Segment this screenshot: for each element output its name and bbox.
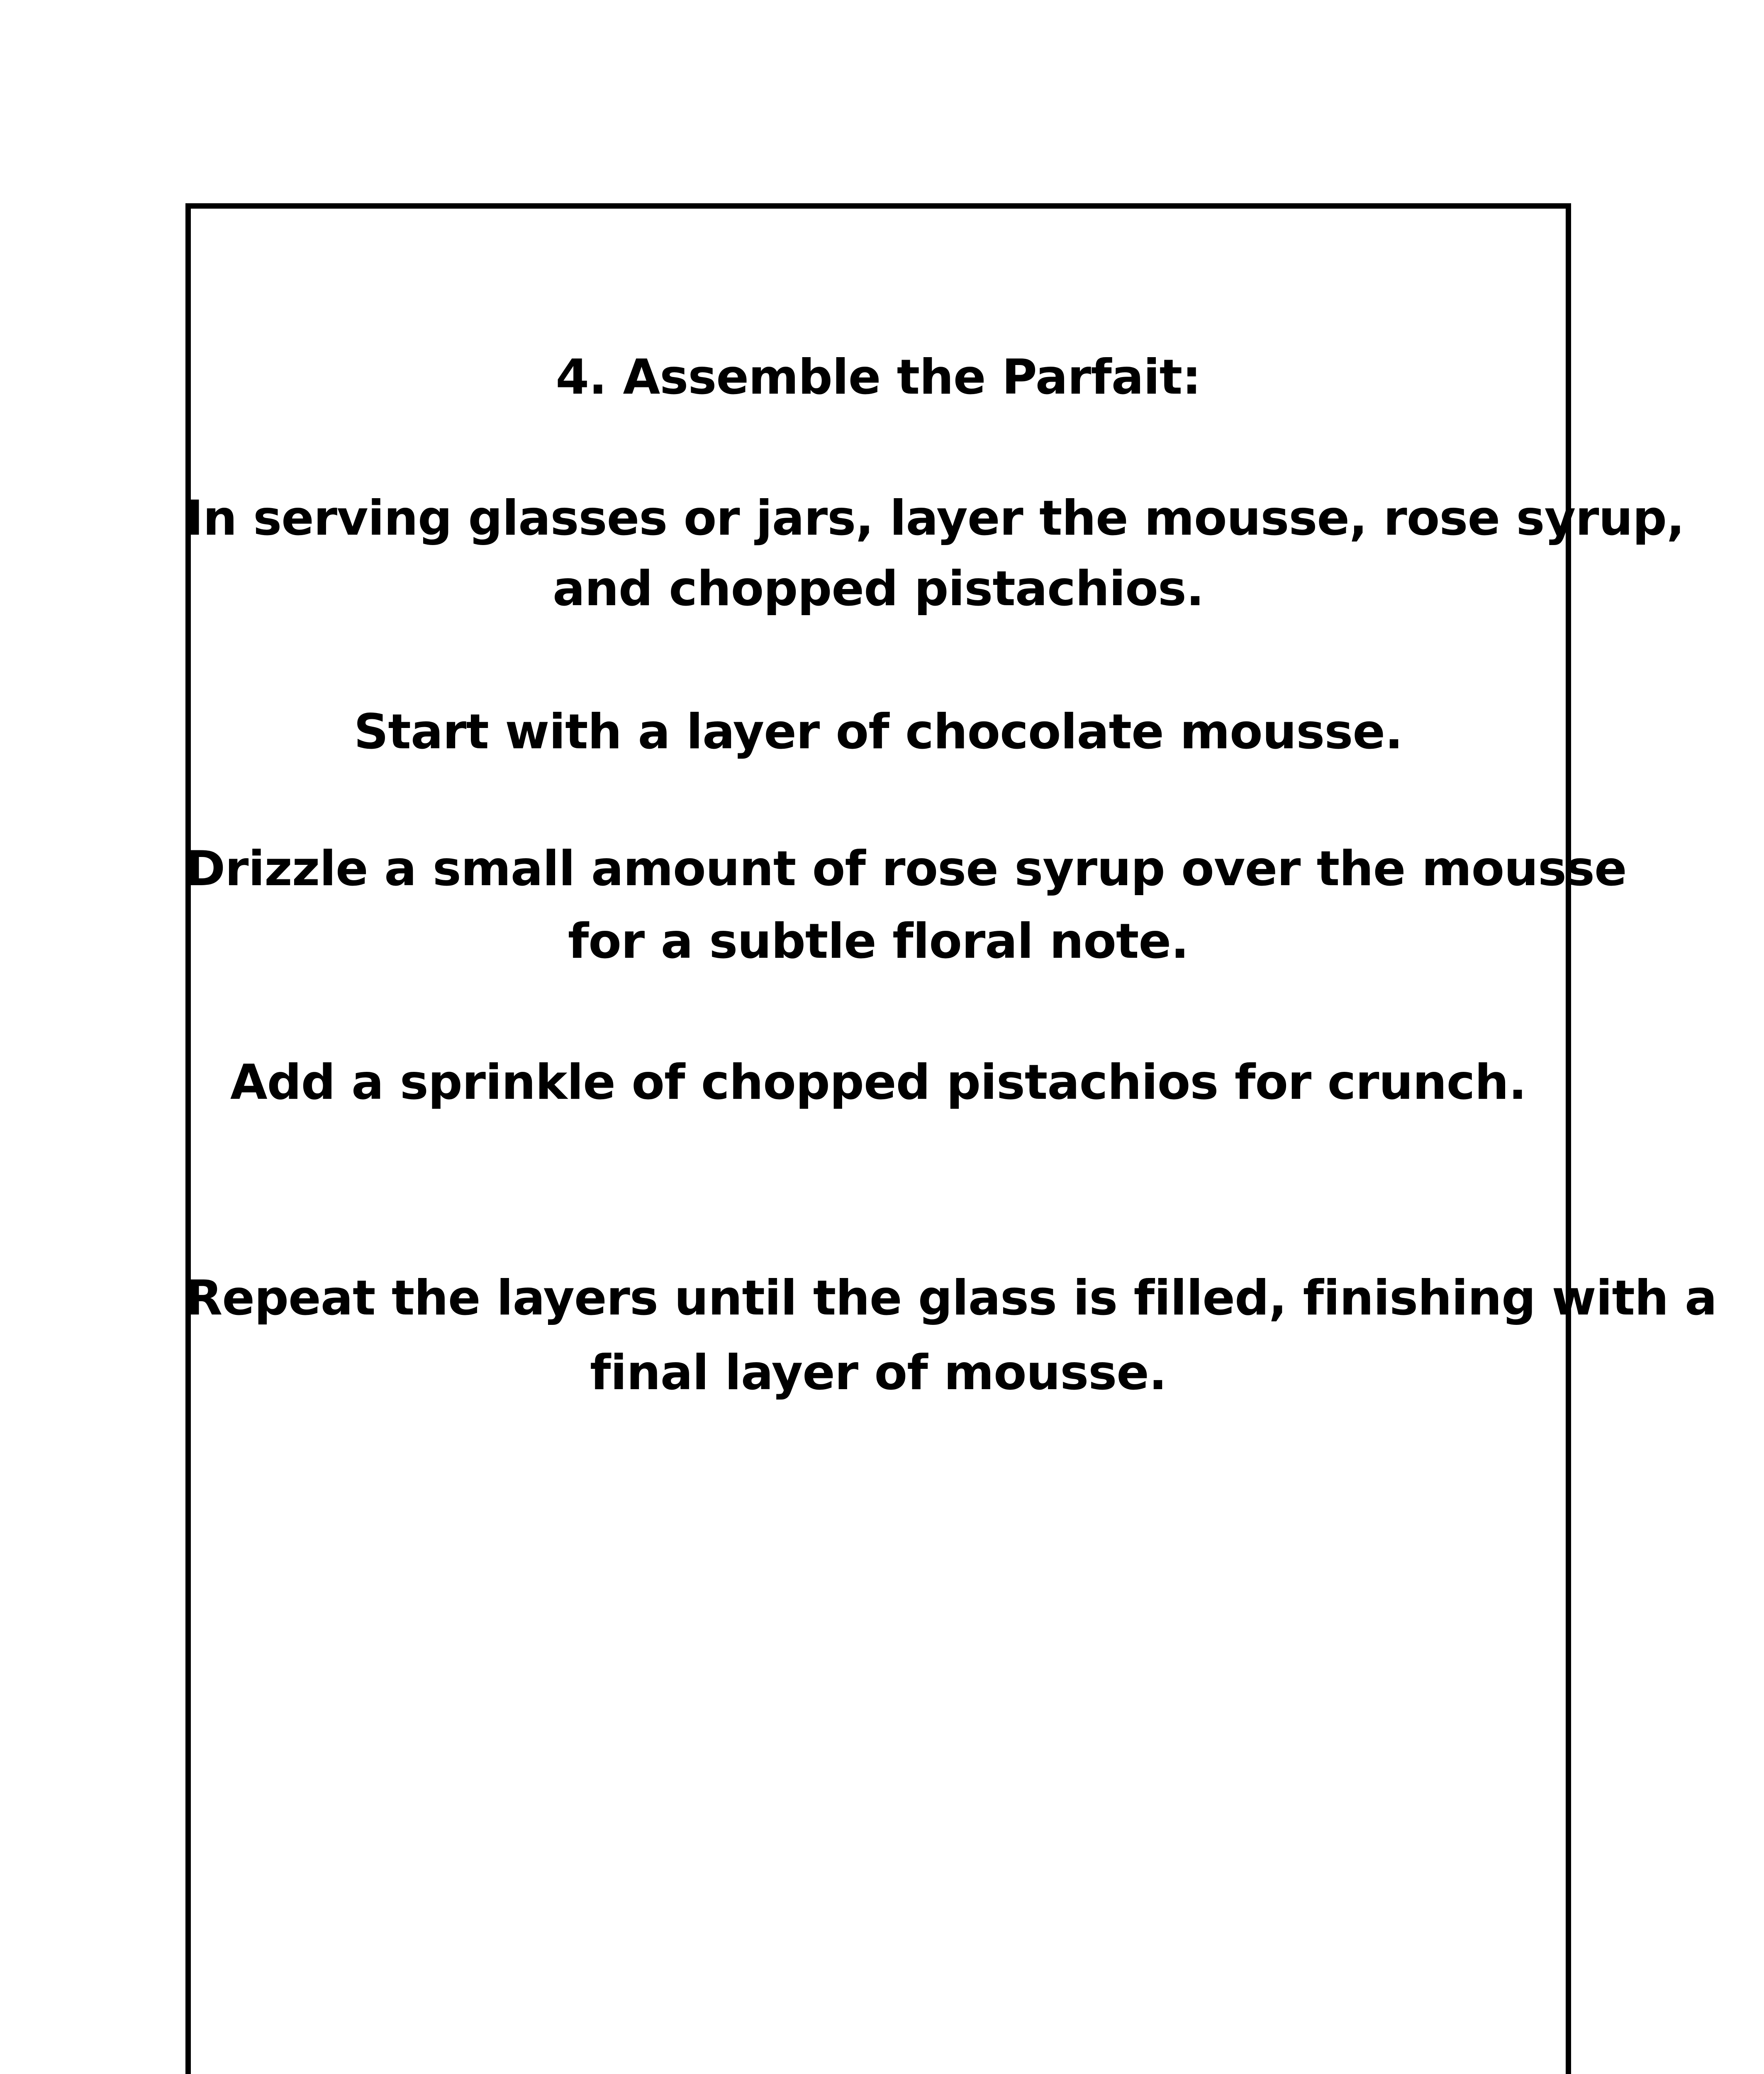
paragraph-line: Start with a layer of chocolate mousse. xyxy=(353,704,1403,760)
paragraph-line: Drizzle a small amount of rose syrup over the mousse xyxy=(185,841,1627,897)
paragraph-line: for a subtle floral note. xyxy=(568,913,1189,969)
step-heading: 4. Assemble the Parfait: xyxy=(556,349,1201,405)
paragraph-line: final layer of mousse. xyxy=(590,1345,1167,1401)
paragraph-line: Add a sprinkle of chopped pistachios for crunch. xyxy=(230,1054,1527,1110)
paragraph-line: Repeat the layers until the glass is filled, finishing with a xyxy=(185,1270,1717,1326)
paragraph-line: and chopped pistachios. xyxy=(553,561,1204,617)
paragraph-line: In serving glasses or jars, layer the mousse, rose syrup, xyxy=(185,490,1685,546)
